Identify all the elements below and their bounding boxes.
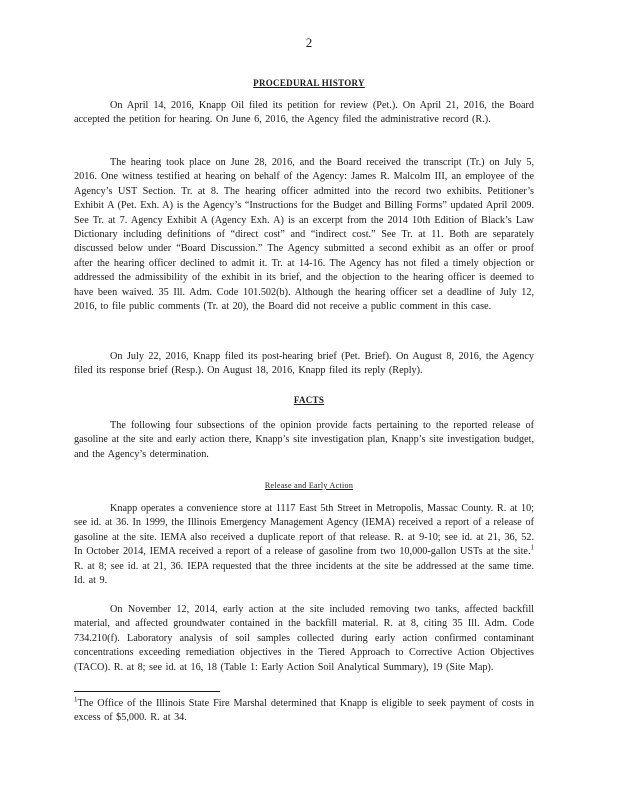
paragraph-early-action: On November 12, 2014, early action at the site included removing two tanks, affected backfill material, and affected groundwater contained in the backfill material. R. at 8, citing 35 Ill. Adm. Code 734.210(f). Laboratory analysis of soil samples collected during early action confirmed contaminant concentrations exceeding remediation objectives in the Tiered Approach to Corrective Action Objectives (TACO). R. at 8; see id. at 16, 18 (Table 1: Early Action Soil Analytical Summary), 19 (Site Map). <box>74 604 534 673</box>
footnote <box>74 697 534 726</box>
heading-procedural-history <box>0 78 618 88</box>
paragraph-briefs: On July 22, 2016, Knapp filed its post-hearing brief (Pet. Brief). On August 8, 2016, the Agency filed its response brief (Resp.). On August 18, 2016, Knapp filed its reply (Reply). <box>74 351 534 377</box>
heading-facts <box>0 395 618 405</box>
paragraph-release-part2: R. at 8; see id. at 21, 36. IEPA requested that the three incidents at the site be addressed at the same time. Id. at 9. <box>74 560 534 587</box>
heading-release-text: Release and Early Action <box>264 481 354 490</box>
paragraph-hearing: The hearing took place on June 28, 2016, and the Board received the transcript (Tr.) on July 5, 2016. One witness testified at hearing on behalf of the Agency: James R. Malcolm III, an employee of the Agency’s UST Section. Tr. at 8. The hearing officer admitted into the record two exhibits. Petitioner’s Exhibit A (Pet. Exh. A) is the Agency’s “Instructions for the Budget and Billing Forms” updated April 2009. See Tr. at 7. Agency Exhibit A (Agency Exh. A) is an excerpt from the 2014 10th Edition of Black’s Law Dictionary including definitions of “direct cost” and “indirect cost.” See Tr. at 11. Both are separately discussed below under “Board Discussion.” The Agency submitted a second exhibit as an offer or proof after the hearing officer declined to admit it. Tr. at 14-16. The Agency has not filed a timely objection or addressed the admissibility of the exhibit in its brief, and the objection to the hearing officer is deemed to have been waived. 35 Ill. Adm. Code 101.502(b). Although the hearing officer set a deadline of July 12, 2016, to file public comments (Tr. at 20), the Board did not receive a public comment in this case. <box>74 157 534 313</box>
paragraph-release <box>74 502 534 588</box>
paragraph-filings: On April 14, 2016, Knapp Oil filed its petition for review (Pet.). On April 21, 2016, the Board accepted the petition for hearing. On June 6, 2016, the Agency filed the administrative record (R.). <box>74 100 534 126</box>
footnote-reference[interactable]: 1 <box>530 543 534 552</box>
page-number: 2 <box>305 35 313 50</box>
footnote-divider <box>74 691 220 692</box>
heading-release <box>0 481 618 490</box>
footnote-text: The Office of the Illinois State Fire Marshal determined that Knapp is eligible to seek payment of costs in excess of $5,000. R. at 34. <box>74 698 534 724</box>
paragraph-release-part1: Knapp operates a convenience store at 1117 East 5th Street in Metropolis, Massac County. R. at 10; see id. at 36. In 1999, the Illinois Emergency Management Agency (IEMA) received a report of a release of gasoline at the site. IEMA also received a duplicate report of that release. R. at 9-10; see id. at 21, 36, 52. In October 2014, IEMA received a report of a release of gasoline from two 10,000-gallon USTs at the site. <box>74 503 534 558</box>
heading-facts-text: FACTS <box>293 395 325 405</box>
heading-procedural-history-text: PROCEDURAL HISTORY <box>253 78 365 88</box>
footnote-marker: 1 <box>74 695 78 704</box>
paragraph-facts-intro: The following four subsections of the opinion provide facts pertaining to the reported release of gasoline at the site and early action there, Knapp’s site investigation plan, Knapp’s site investigation budget, and the Agency’s determination. <box>74 420 534 460</box>
